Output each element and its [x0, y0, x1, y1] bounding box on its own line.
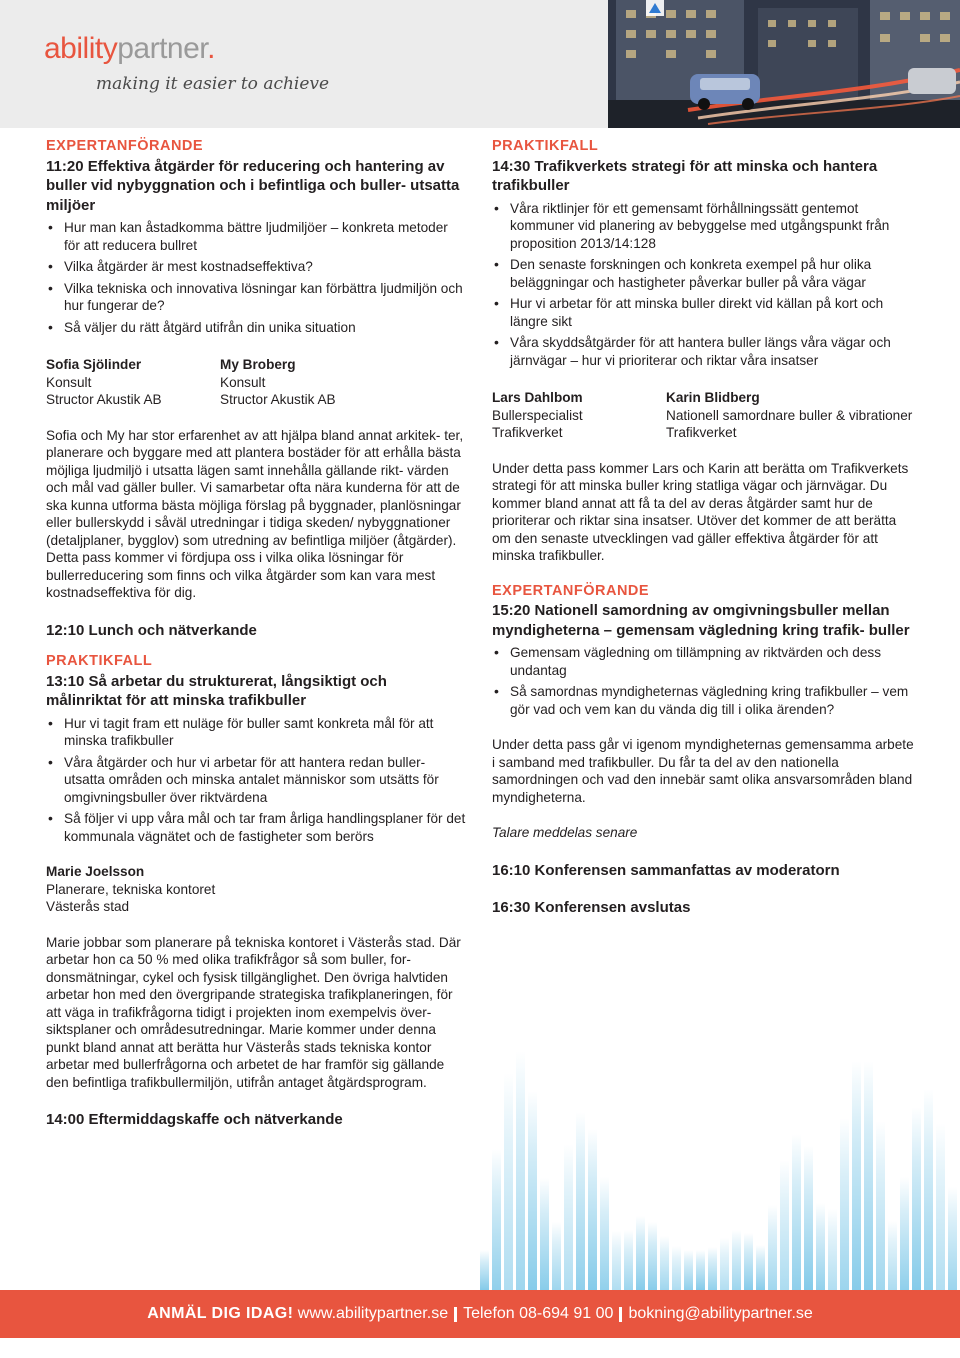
- sound-bar: [840, 1118, 849, 1290]
- website-link[interactable]: www.abilitypartner.se: [297, 1305, 449, 1322]
- sound-bar: [792, 1134, 801, 1290]
- bullet-list: [46, 715, 466, 846]
- sound-bar: [492, 1149, 501, 1290]
- speaker-card: [220, 356, 394, 409]
- sound-bar: [864, 1061, 873, 1290]
- speaker-org: Structor Akustik AB: [46, 392, 162, 407]
- bullet-list: [492, 200, 917, 370]
- speaker-row: [492, 389, 917, 442]
- bullet-list: [492, 644, 917, 718]
- sound-bar: [672, 1246, 681, 1290]
- coffee-break: 14:00 Eftermiddagskaffe och nätverkande: [46, 1111, 343, 1128]
- sound-bar: [600, 1177, 609, 1290]
- sound-bar: [888, 1221, 897, 1290]
- speaker-note: Talare meddelas senare: [492, 825, 638, 840]
- sound-bar: [756, 1245, 765, 1290]
- speaker-role: Planerare, tekniska kontoret: [46, 881, 216, 897]
- sound-bar: [948, 1187, 957, 1290]
- speaker-role: Konsult: [220, 374, 266, 390]
- phone-number: Telefon 08-694 91 00: [463, 1305, 614, 1322]
- sound-bar: [636, 1216, 645, 1290]
- logo-part-partner: partner: [117, 32, 208, 65]
- sound-bar: [876, 1121, 885, 1290]
- bullet-item: • Den senaste forskningen och konkreta exempel på hur olika beläggningar och hastigheter påverkar buller på våra vägar: [492, 256, 917, 291]
- bullet-item: • Så samordnas myndigheternas vägledning kring trafikbuller – vem gör vad och vem kan du vända dig till i olika ärenden?: [492, 683, 917, 718]
- session-kicker: EXPERTANFÖRANDE: [46, 138, 204, 154]
- speaker-card: [492, 389, 666, 442]
- sound-bar: [624, 1230, 633, 1290]
- session-title: 15:20 Nationell samordning av omgivningsbuller mellan myndigheterna – gemensam vägledning kring trafik- buller: [492, 602, 910, 639]
- speaker-card: [666, 389, 916, 442]
- sound-bar: [780, 1160, 789, 1290]
- speaker-row: [46, 356, 466, 409]
- speaker-name: Lars Dahlbom: [492, 390, 583, 405]
- sound-bar: [504, 1073, 513, 1290]
- register-cta: ANMÄL DIG IDAG!: [147, 1305, 294, 1322]
- speaker-name: Marie Joelsson: [46, 864, 145, 879]
- footer-divider: [454, 1307, 457, 1322]
- sound-bar: [924, 1089, 933, 1290]
- logo-dot: .: [207, 32, 215, 65]
- sound-bars-graphic: [480, 980, 960, 1290]
- summary-item: 16:10 Konferensen sammanfattas av moderatorn: [492, 861, 840, 879]
- bullet-item: • Våra skyddsåtgärder för att hantera buller längs våra vägar och järnvägar – hur vi prioriterar och riktar våra insatser: [492, 334, 917, 369]
- abilitypartner-logo: [44, 34, 215, 64]
- bullet-item: • Så väljer du rätt åtgärd utifrån din unika situation: [46, 319, 466, 337]
- sound-bar: [516, 1051, 525, 1290]
- sound-bar: [744, 1233, 753, 1290]
- sound-bar: [612, 1231, 621, 1290]
- sound-bar: [684, 1250, 693, 1290]
- sound-bar: [828, 1209, 837, 1290]
- speaker-org: Structor Akustik AB: [220, 392, 336, 407]
- session-kicker: PRAKTIKFALL: [492, 138, 599, 154]
- session-description: Marie jobbar som planerare på tekniska kontoret i Västerås stad. Där arbetar hon ca 50 % med olika trafikfrågor så som buller, for- donsmätningar, cykel och fysisk tillgänglighet. Den övriga halvtiden arbetar hon med den övergripande strategiska trafikplaneringen, för att väga in trafikfrågorna tidigt i projekten inom exempelvis över- siktsplaner och områdesutredningar. Marie kommer under denna punkt bland annat att berätta hur Västerås stads tekniska kontor arbetar med bullerfrågorna och arbetet de har framför sig gällande den befintliga trafikbullermiljön, utifrån antaget åtgärdsprogram.: [46, 934, 461, 1090]
- sound-bar: [900, 1177, 909, 1290]
- logo-part-ability: ability: [44, 32, 118, 65]
- sound-bar: [576, 1112, 585, 1290]
- speaker-role: Nationell samordnare buller & vibrationer: [666, 407, 913, 423]
- session-kicker: EXPERTANFÖRANDE: [492, 582, 650, 599]
- speaker-role: Bullerspecialist: [492, 407, 583, 423]
- speaker-card: [46, 863, 466, 916]
- sound-bar: [540, 1178, 549, 1290]
- sound-bar: [816, 1203, 825, 1290]
- sound-bar: [912, 1107, 921, 1290]
- logo-tagline: making it easier to achieve: [96, 74, 330, 94]
- right-column: [492, 136, 917, 917]
- bullet-item: • Hur vi tagit fram ett nuläge för buller samt konkreta mål för att minska trafikbuller: [46, 715, 466, 750]
- email-link[interactable]: bokning@abilitypartner.se: [628, 1305, 813, 1322]
- sound-bar: [852, 1061, 861, 1290]
- bullet-item: • Vilka tekniska och innovativa lösningar kan förbättra ljudmiljön och hur fungerar de?: [46, 280, 466, 315]
- sound-bar: [696, 1250, 705, 1290]
- sound-bar: [564, 1144, 573, 1290]
- speaker-org: Västerås stad: [46, 899, 130, 914]
- sound-bar: [552, 1222, 561, 1290]
- sound-bar: [936, 1123, 945, 1290]
- session-description: Sofia och My har stor erfarenhet av att hjälpa bland annat arkitek- ter, planerare och byggare med att plantera bostäder för att erhålla bästa möjliga ljudmiljö i utsatta lägen samt innehålla gällande rikt- värden och mål vad gäller buller. Vi samarbetar ofta nära kunderna för att de ska kunna utforma bästa möjliga förslag på byggnader, planlösningar eller bullerskydd i såväl utredningar i tidiga skeden/ nybyggnationer (detaljplaner, bygglov) som utredning av befintliga miljöer (åtgärder). Detta pass kommer vi fördjupa oss i vilka olika lösningar för bullerreducering som finns och vilka åtgärder som kan vara mest kostnadseffektiva för dig.: [46, 427, 464, 600]
- session-title: 13:10 Så arbetar du strukturerat, långsiktigt och målinriktat för att minska trafikbuller: [46, 672, 387, 709]
- night-street-photo: [608, 0, 960, 128]
- speaker-name: My Broberg: [220, 357, 296, 372]
- footer-bar: [0, 1290, 960, 1338]
- bullet-item: • Vilka åtgärder är mest kostnadseffektiva?: [46, 258, 466, 276]
- street-illustration: [608, 0, 960, 128]
- speaker-org: Trafikverket: [492, 425, 563, 440]
- bullet-item: • Hur man kan åstadkomma bättre ljudmiljöer – konkreta metoder för att reducera bullret: [46, 219, 466, 254]
- bullet-item: • Våra åtgärder och hur vi arbetar för att hantera redan buller- utsatta områden och minska antalet människor som utsätts för omgivningsbuller över riktvärdena: [46, 754, 466, 807]
- sound-bar: [480, 1250, 489, 1290]
- sound-bar: [660, 1236, 669, 1290]
- footer-divider: [619, 1307, 622, 1322]
- sound-bar: [588, 1129, 597, 1290]
- session-title: 14:30 Trafikverkets strategi för att minska och hantera trafikbuller: [492, 157, 878, 194]
- closing-item: 16:30 Konferensen avslutas: [492, 899, 691, 916]
- speaker-card: [46, 356, 220, 409]
- speaker-name: Sofia Sjölinder: [46, 357, 142, 372]
- bullet-item: • Våra riktlinjer för ett gemensamt förhållningssätt gentemot kommuner vid planering av bebyggelse med utgångspunkt från proposition 2013/14:128: [492, 200, 917, 253]
- session-kicker: PRAKTIKFALL: [46, 653, 153, 669]
- sound-bar: [768, 1205, 777, 1290]
- lunch-break: 12:10 Lunch och nätverkande: [46, 621, 257, 639]
- bullet-item: • Hur vi arbetar för att minska buller direkt vid källan på kort och längre sikt: [492, 295, 917, 330]
- sound-bar: [804, 1146, 813, 1290]
- session-title: 11:20 Effektiva åtgärder för reducering och hantering av buller vid nybyggnation och i befintliga och buller- utsatta miljöer: [46, 157, 460, 214]
- left-column: [46, 136, 466, 1129]
- sound-bar: [720, 1238, 729, 1290]
- session-description: Under detta pass kommer Lars och Karin att berätta om Trafikverkets strategi för att minska buller kring statliga vägar och järnvägar. Du kommer bland annat att få ta del av deras åtgärder samt hur de prioriterar och riktar sina insatser. Utöver det kommer de att berätta om den senaste utvecklingen vad gäller effektiva åtgärder för att minska trafikbuller.: [492, 460, 909, 563]
- bullet-item: • Gemensam vägledning om tillämpning av riktvärden och dess undantag: [492, 644, 917, 679]
- sound-bar: [648, 1222, 657, 1290]
- sound-bar: [528, 1091, 537, 1290]
- sound-bar: [732, 1230, 741, 1290]
- bullet-item: • Så följer vi upp våra mål och tar fram årliga handlingsplaner för det kommunala vägnätet och de fastigheter som berörs: [46, 810, 466, 845]
- session-description: Under detta pass går vi igenom myndigheternas gemensamma arbete i samband med trafikbuller. Du får ta del av den nationella samordningen och vad den innebär samt olika ansvarsområden bland myndigheterna.: [492, 737, 914, 805]
- bullet-list: [46, 219, 466, 336]
- sound-bar: [708, 1247, 717, 1290]
- speaker-name: Karin Blidberg: [666, 390, 760, 405]
- speaker-org: Trafikverket: [666, 425, 737, 440]
- speaker-role: Konsult: [46, 374, 92, 390]
